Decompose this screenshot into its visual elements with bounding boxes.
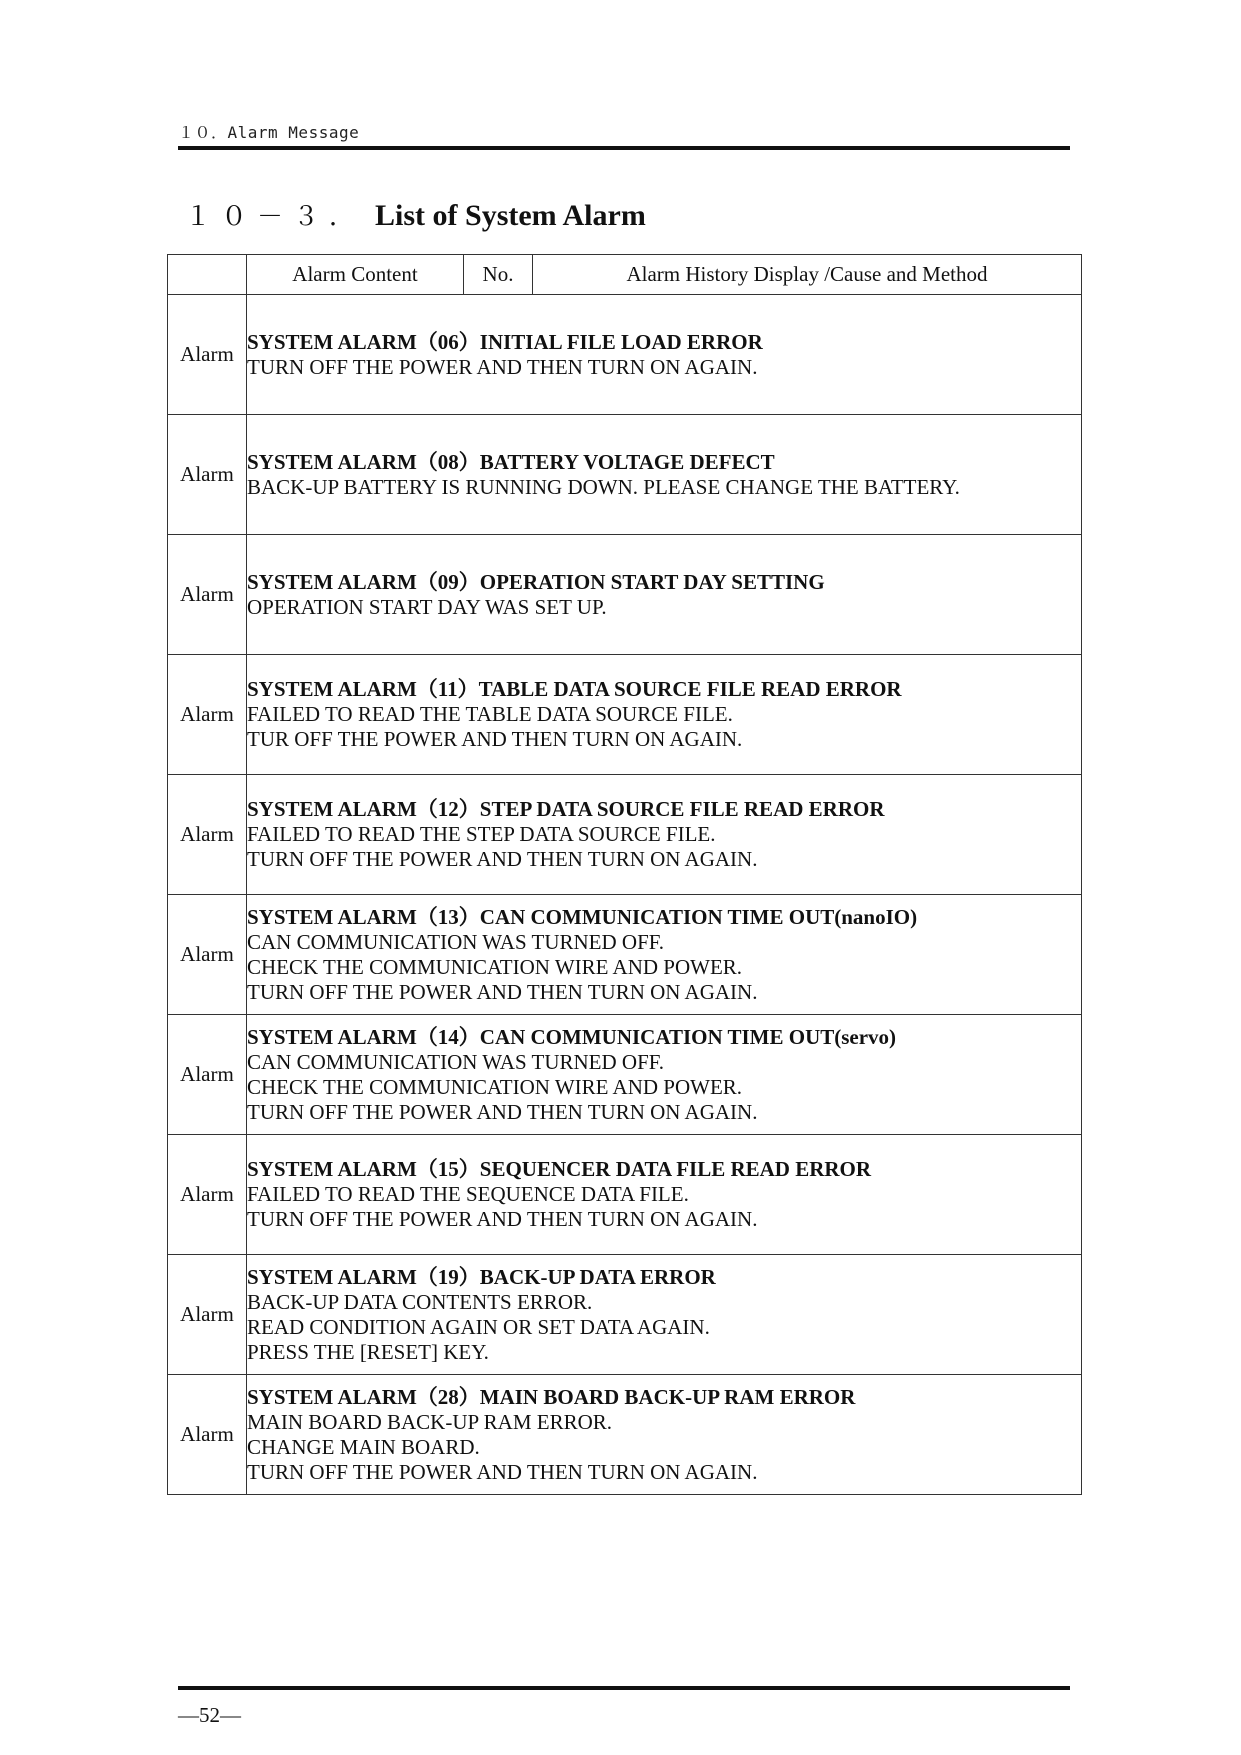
page-number: —52— <box>178 1703 241 1727</box>
alarm-description-line: BACK-UP DATA CONTENTS ERROR. <box>247 1289 593 1314</box>
alarm-description-line: TURN OFF THE POWER AND THEN TURN ON AGAIN. <box>247 979 758 1004</box>
footer-rule <box>178 1686 1070 1690</box>
alarm-content-cell <box>247 655 1082 775</box>
alarm-kind: Alarm <box>168 655 247 775</box>
alarm-kind: Alarm <box>168 775 247 895</box>
alarm-kind: Alarm <box>168 415 247 535</box>
alarm-content-cell <box>247 1375 1082 1495</box>
alarm-description-line: TURN OFF THE POWER AND THEN TURN ON AGAIN. <box>247 1207 758 1231</box>
page-header: １０．Alarm Message <box>178 123 360 142</box>
alarm-rows <box>168 295 1082 1495</box>
alarm-description-line: FAILED TO READ THE STEP DATA SOURCE FILE. <box>247 822 716 846</box>
table-row <box>168 895 1082 1015</box>
table-row <box>168 775 1082 895</box>
alarm-content-cell <box>247 295 1082 415</box>
alarm-title: SYSTEM ALARM（15）SEQUENCER DATA FILE READ ERROR <box>247 1157 872 1181</box>
alarm-description-line: TURN OFF THE POWER AND THEN TURN ON AGAIN. <box>247 847 758 871</box>
alarm-kind: Alarm <box>168 535 247 655</box>
alarm-kind: Alarm <box>168 1135 247 1255</box>
alarm-description-line: READ CONDITION AGAIN OR SET DATA AGAIN. <box>247 1314 710 1339</box>
alarm-title: SYSTEM ALARM（08）BATTERY VOLTAGE DEFECT <box>247 449 775 474</box>
alarm-kind: Alarm <box>168 1015 247 1135</box>
table-row <box>168 655 1082 775</box>
alarm-content-cell <box>247 1015 1082 1135</box>
alarm-kind: Alarm <box>168 895 247 1015</box>
alarm-content-cell <box>247 415 1082 535</box>
alarm-title: SYSTEM ALARM（13）CAN COMMUNICATION TIME OUT(nanoIO) <box>247 904 918 929</box>
table-row <box>168 1015 1082 1135</box>
alarm-description-line: TUR OFF THE POWER AND THEN TURN ON AGAIN. <box>247 727 743 751</box>
alarm-description-line: OPERATION START DAY WAS SET UP. <box>247 594 607 619</box>
alarm-description-line: FAILED TO READ THE TABLE DATA SOURCE FILE. <box>247 702 733 726</box>
alarm-description-line: CHECK THE COMMUNICATION WIRE AND POWER. <box>247 954 743 979</box>
alarm-kind: Alarm <box>168 1375 247 1495</box>
header-alarm-content: Alarm Content <box>247 255 464 295</box>
alarm-title: SYSTEM ALARM（06）INITIAL FILE LOAD ERROR <box>247 329 763 354</box>
alarm-table <box>167 254 1082 1495</box>
section-title-text: List of System Alarm <box>375 199 646 232</box>
alarm-description-line: FAILED TO READ THE SEQUENCE DATA FILE. <box>247 1182 689 1206</box>
alarm-description-line: CHANGE MAIN BOARD. <box>247 1434 480 1459</box>
alarm-description-line: CHECK THE COMMUNICATION WIRE AND POWER. <box>247 1074 743 1099</box>
header-rule <box>178 146 1070 150</box>
alarm-content-cell <box>247 895 1082 1015</box>
alarm-description-line: BACK-UP BATTERY IS RUNNING DOWN. PLEASE CHANGE THE BATTERY. <box>247 474 960 499</box>
alarm-description-line: CAN COMMUNICATION WAS TURNED OFF. <box>247 929 665 954</box>
table-row <box>168 415 1082 535</box>
header-blank <box>168 255 247 295</box>
table-header-row <box>168 255 1082 295</box>
table-row <box>168 535 1082 655</box>
alarm-title: SYSTEM ALARM（19）BACK-UP DATA ERROR <box>247 1264 716 1289</box>
alarm-title: SYSTEM ALARM（11）TABLE DATA SOURCE FILE READ ERROR <box>247 677 902 701</box>
table-row <box>168 1255 1082 1375</box>
alarm-description-line: PRESS THE [RESET] KEY. <box>247 1339 489 1364</box>
alarm-title: SYSTEM ALARM（12）STEP DATA SOURCE FILE READ ERROR <box>247 797 885 821</box>
alarm-kind: Alarm <box>168 295 247 415</box>
section-number: １０－３． <box>185 202 366 232</box>
alarm-content-cell <box>247 1255 1082 1375</box>
alarm-title: SYSTEM ALARM（28）MAIN BOARD BACK-UP RAM ERROR <box>247 1384 856 1409</box>
alarm-content-cell <box>247 775 1082 895</box>
table-row <box>168 1135 1082 1255</box>
alarm-description-line: TURN OFF THE POWER AND THEN TURN ON AGAIN. <box>247 1459 758 1484</box>
table-row <box>168 295 1082 415</box>
alarm-content-cell <box>247 535 1082 655</box>
alarm-content-cell <box>247 1135 1082 1255</box>
section-title <box>185 196 646 237</box>
alarm-description-line: TURN OFF THE POWER AND THEN TURN ON AGAIN. <box>247 354 758 379</box>
alarm-description-line: MAIN BOARD BACK-UP RAM ERROR. <box>247 1409 613 1434</box>
alarm-kind: Alarm <box>168 1255 247 1375</box>
header-no: No. <box>464 255 533 295</box>
alarm-description-line: TURN OFF THE POWER AND THEN TURN ON AGAIN. <box>247 1099 758 1124</box>
header-history: Alarm History Display /Cause and Method <box>533 255 1082 295</box>
alarm-title: SYSTEM ALARM（09）OPERATION START DAY SETTING <box>247 569 825 594</box>
alarm-title: SYSTEM ALARM（14）CAN COMMUNICATION TIME OUT(servo) <box>247 1024 897 1049</box>
table-row <box>168 1375 1082 1495</box>
alarm-description-line: CAN COMMUNICATION WAS TURNED OFF. <box>247 1049 665 1074</box>
